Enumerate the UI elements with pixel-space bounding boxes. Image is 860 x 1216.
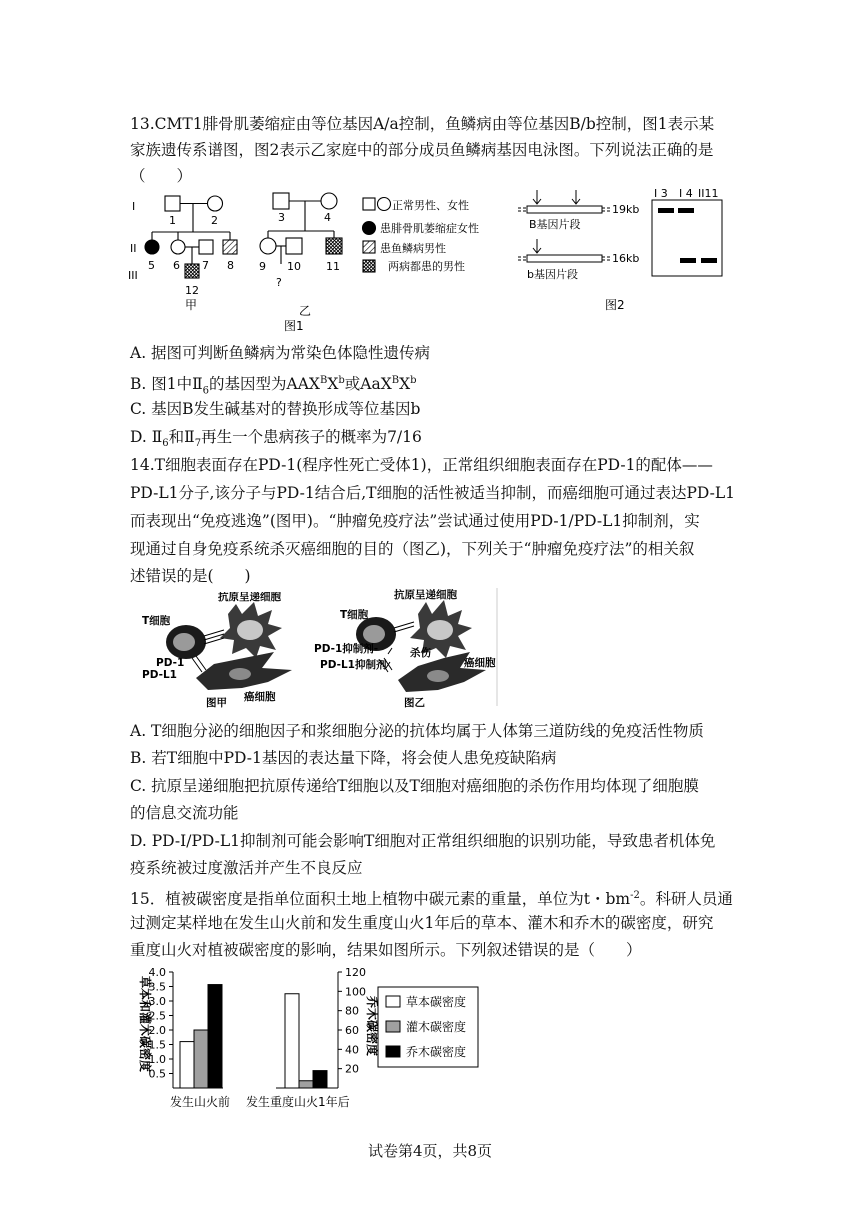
unknown-child-mark: ? xyxy=(276,276,282,289)
chart-category-2: 发生重度山火1年后 xyxy=(246,1095,350,1109)
family-jia-label: 甲 xyxy=(185,298,198,312)
q15-stem-line3: 重度山火对植被碳密度的影响，结果如图所示。下列叙述错误的是（ ） xyxy=(130,941,642,959)
q14-option-b: B. 若T细胞中PD-1基因的表达量下降，将会使人患免疫缺陷病 xyxy=(130,749,557,767)
person-8-label: 8 xyxy=(227,259,234,272)
q14-stem-line5: 述错误的是( ) xyxy=(130,567,251,585)
fig-jia-pdl1-label: PD-L1 xyxy=(142,669,177,681)
right-tick-label-0: 20 xyxy=(345,1062,359,1076)
left-tick-label-6: 3.5 xyxy=(148,980,166,994)
person-1-label: 1 xyxy=(169,214,176,227)
q14-stem-line1: 14.T细胞表面存在PD-1(程序性死亡受体1)，正常组织细胞表面存在PD-1的配体—— xyxy=(130,456,713,474)
chart-ylabel-left: 草本和灌木碳密度 xyxy=(138,976,152,1073)
carbon-density-chart xyxy=(128,964,498,1114)
left-tick-label-7: 4.0 xyxy=(148,966,166,979)
fig-yi-apc-label: 抗原呈递细胞 xyxy=(394,589,457,601)
person-11-label: 11 xyxy=(326,260,340,273)
fig-yi-pd1-inhibitor-label: PD-1抑制剂- xyxy=(314,643,379,655)
bar-series2-cat0 xyxy=(208,985,222,1088)
chart-ylabel-right: 乔木碳密度 xyxy=(365,996,379,1057)
person-7-label: 7 xyxy=(202,259,209,272)
pedigree-figure xyxy=(128,188,518,336)
q13-option-c: C. 基因B发生碱基对的替换形成等位基因b xyxy=(130,400,421,418)
gen-label-I: I xyxy=(132,200,136,213)
person-12-label: 12 xyxy=(185,284,199,297)
q13-option-d: D. $Ⅱ_6$和$Ⅱ_7$再生一个患病孩子的概率为7/16 xyxy=(130,428,422,450)
chart-category-1: 发生山火前 xyxy=(170,1095,231,1109)
bar-series1-cat1 xyxy=(299,1081,313,1088)
fig-jia-t-label: T细胞 xyxy=(142,615,171,627)
person-9-label: 9 xyxy=(259,260,266,273)
left-tick-label-4: 2.5 xyxy=(148,1009,166,1023)
immune-figure-yi xyxy=(314,588,500,710)
figure-1-caption: 图1 xyxy=(284,319,304,333)
band-I4-16kb xyxy=(680,258,696,263)
lane-I4: I 4 xyxy=(679,187,693,200)
lane-II11: II11 xyxy=(698,187,719,200)
q13-option-a: A. 据图可判断鱼鳞病为常染色体隐性遗传病 xyxy=(130,344,431,362)
person-10-label: 10 xyxy=(287,260,301,273)
band-I3-19kb xyxy=(658,208,674,213)
left-tick-label-3: 2.0 xyxy=(148,1024,166,1037)
person-2 xyxy=(208,196,223,211)
q14-option-d-line2: 疫系统被过度激活并产生不良反应 xyxy=(130,859,363,877)
lane-I3: I 3 xyxy=(654,187,668,200)
fig-jia-caption: 图甲 xyxy=(206,697,227,709)
q13-stem-line1: 13.CMT1腓骨肌萎缩症由等位基因A/a控制，鱼鳞病由等位基因B/b控制，图1表示某 xyxy=(130,115,715,133)
legend-swatch-tree xyxy=(386,1046,400,1057)
right-tick-label-4: 100 xyxy=(345,985,366,999)
legend-label-herb: 草本碳密度 xyxy=(406,995,467,1009)
left-tick-label-5: 3.0 xyxy=(148,995,166,1008)
q13-stem-line2: 家族遗传系谱图，图2表示乙家庭中的部分成员鱼鳞病基因电泳图。下列说法正确的是 xyxy=(130,141,714,159)
band-I4-19kb xyxy=(678,208,694,213)
right-tick-label-1: 40 xyxy=(345,1043,359,1057)
legend-cmt-female: 患腓骨肌萎缩症女性 xyxy=(380,222,479,235)
legend-both-male: 两病都患的男性 xyxy=(388,260,465,273)
person-3 xyxy=(273,193,289,209)
person-7 xyxy=(199,240,213,254)
q14-stem-line3: 而表现出“免疫逃逸”(图甲)。“肿瘤免疫疗法”尝试通过使用PD-1/PD-L1抑制剂，实 xyxy=(130,512,700,530)
q15-stem-line2: 过测定某样地在发生山火前和发生重度山火1年后的草本、灌木和乔木的碳密度，研究 xyxy=(130,914,714,932)
bar-series0-cat0 xyxy=(180,1042,194,1088)
fig-yi-caption: 图乙 xyxy=(404,697,425,709)
q14-stem-line4: 现通过自身免疫系统杀灭癌细胞的目的（图乙)，下列关于“肿瘤免疫疗法”的相关叙 xyxy=(130,540,695,558)
person-4 xyxy=(321,193,337,209)
person-1 xyxy=(165,196,180,211)
electrophoresis-figure xyxy=(515,186,730,316)
right-tick-label-2: 60 xyxy=(345,1024,359,1037)
fig-yi-pdl1-inhibitor-label: PD-L1抑制剂 xyxy=(320,659,387,671)
page-footer: 试卷第4页，共8页 xyxy=(367,1142,493,1160)
person-6 xyxy=(171,240,185,254)
b-big-fragment-label: B基因片段 xyxy=(529,218,581,231)
q14-option-c-line1: C. 抗原呈递细胞把抗原传递给T细胞以及T细胞对癌细胞的杀伤作用均体现了细胞膜 xyxy=(130,777,699,795)
person-8 xyxy=(223,240,237,254)
person-9 xyxy=(260,238,276,254)
immune-figure-jia xyxy=(136,592,306,710)
legend-swatch-herb xyxy=(386,996,400,1007)
q14-option-c-line2: 的信息交流功能 xyxy=(130,804,239,822)
gen-label-II: II xyxy=(130,242,137,255)
gen-label-III: III xyxy=(128,269,138,282)
right-tick-label-5: 120 xyxy=(345,966,366,979)
person-5-label: 5 xyxy=(148,259,155,272)
size-16kb: 16kb xyxy=(612,252,640,265)
band-II11-16kb xyxy=(701,258,717,263)
q14-stem-line2: PD-L1分子,该分子与PD-1结合后,T细胞的活性被适当抑制，而癌细胞可通过表达PD-L1 xyxy=(130,484,736,502)
legend-normal: 正常男性、女性 xyxy=(392,199,469,212)
person-4-label: 4 xyxy=(324,211,331,224)
person-3-label: 3 xyxy=(278,211,285,224)
fig-jia-apc-label: 抗原呈递细胞 xyxy=(218,592,281,603)
q14-option-a: A. T细胞分泌的细胞因子和浆细胞分泌的抗体均属于人体第三道防线的免疫活性物质 xyxy=(130,722,704,740)
fig-jia-cancer-label: 癌细胞 xyxy=(244,691,276,703)
person-11 xyxy=(326,238,342,254)
bar-series0-cat1 xyxy=(285,994,299,1088)
fig-yi-cancer-label: 癌细胞 xyxy=(464,657,496,669)
q13-stem-line3: （ ） xyxy=(130,167,193,185)
person-10 xyxy=(286,238,302,254)
person-5 xyxy=(145,240,159,254)
b-small-fragment-label: b基因片段 xyxy=(527,268,578,281)
q13-option-b: B. 图1中$Ⅱ_6$的基因型为$AAX^BX^b$或$AaX^BX^b$ xyxy=(130,375,417,397)
left-tick-label-2: 1.5 xyxy=(148,1038,166,1052)
fig-jia-pd1-label: PD-1 xyxy=(156,657,185,669)
right-tick-label-3: 80 xyxy=(345,1004,359,1018)
fig-yi-kill-label: 杀伤 xyxy=(410,647,431,659)
q14-option-d-line1: D. PD-I/PD-L1抑制剂可能会影响T细胞对正常组织细胞的识别功能，导致患者机体免 xyxy=(130,832,716,850)
person-6-label: 6 xyxy=(173,259,180,272)
bar-series2-cat1 xyxy=(313,1071,327,1088)
legend-ich-male: 患鱼鳞病男性 xyxy=(380,242,446,255)
family-yi-label: 乙 xyxy=(299,304,312,318)
legend-label-shrub: 灌木碳密度 xyxy=(406,1020,467,1034)
legend-label-tree: 乔木碳密度 xyxy=(406,1045,467,1059)
person-12 xyxy=(185,264,199,278)
bar-series1-cat0 xyxy=(194,1030,208,1088)
legend-swatch-shrub xyxy=(386,1021,400,1032)
q15-stem-line1: 15．植被碳密度是指单位面积土地上植物中碳元素的重量，单位为t・$bm^{-2}$。科研人员通 xyxy=(130,890,733,909)
left-tick-label-0: 0.5 xyxy=(148,1067,166,1081)
left-tick-label-1: 1.0 xyxy=(148,1053,166,1066)
fig-yi-t-label: T细胞 xyxy=(340,609,369,621)
person-2-label: 2 xyxy=(211,214,218,227)
size-19kb: 19kb xyxy=(612,203,640,216)
figure-2-caption: 图2 xyxy=(605,298,625,312)
